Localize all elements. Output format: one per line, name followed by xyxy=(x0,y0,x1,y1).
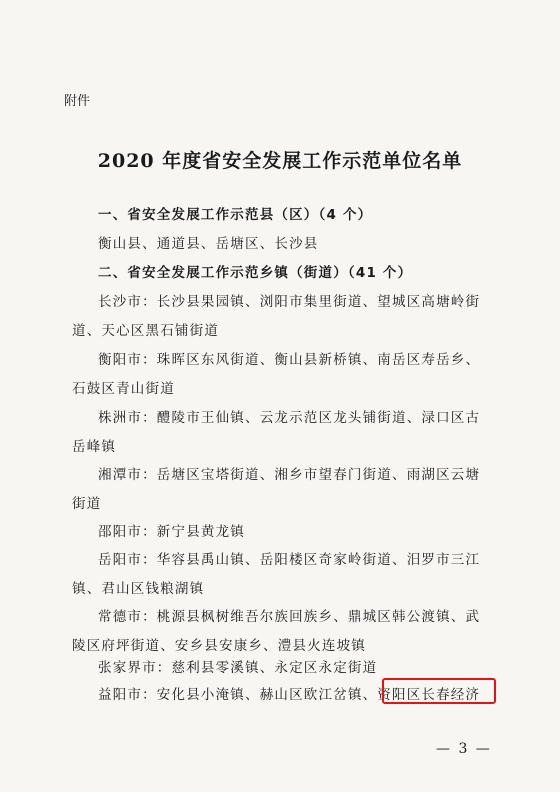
shaoyang-line-1: 邵阳市：新宁县黄龙镇 xyxy=(98,524,245,540)
attachment-label: 附件 xyxy=(64,94,91,109)
section-1-items: 衡山县、通道县、岳塘区、长沙县 xyxy=(98,236,319,252)
yueyang-line-1: 岳阳市：华容县禹山镇、岳阳楼区奇家岭街道、汨罗市三江 xyxy=(98,552,481,568)
changde-line-2: 陵区府坪街道、安乡县安康乡、澧县火连坡镇 xyxy=(72,638,366,654)
zhuzhou-line-2: 岳峰镇 xyxy=(72,439,117,455)
xiangtan-line-2: 街道 xyxy=(72,496,102,512)
section-1-heading: 一、省安全发展工作示范县（区）（4 个） xyxy=(98,207,373,223)
zhuzhou-line-1: 株洲市：醴陵市王仙镇、云龙示范区龙头铺街道、渌口区古 xyxy=(98,410,481,426)
page-number: — 3 — xyxy=(436,741,492,757)
section-2-heading: 二、省安全发展工作示范乡镇（街道）（41 个） xyxy=(98,265,413,281)
changde-line-1: 常德市：桃源县枫树维吾尔族回族乡、鼎城区韩公渡镇、武 xyxy=(98,609,481,625)
xiangtan-line-1: 湘潭市：岳塘区宝塔街道、湘乡市望春门街道、雨湖区云塘 xyxy=(98,467,481,483)
changsha-line-2: 道、天心区黑石铺街道 xyxy=(72,323,219,339)
yueyang-line-2: 镇、君山区钱粮湖镇 xyxy=(72,581,205,597)
zhangjiajie-line-1: 张家界市：慈利县零溪镇、永定区永定街道 xyxy=(98,660,378,676)
hengyang-line-2: 石鼓区青山街道 xyxy=(72,381,175,397)
highlight-box xyxy=(382,678,496,704)
hengyang-line-1: 衡阳市：珠晖区东风街道、衡山县新桥镇、南岳区寿岳乡、 xyxy=(98,352,481,368)
document-title: 2020 年度省安全发展工作示范单位名单 xyxy=(97,150,463,172)
changsha-line-1: 长沙市：长沙县果园镇、浏阳市集里街道、望城区高塘岭街 xyxy=(98,294,481,310)
yiyang-line-1: 益阳市：安化县小淹镇、赫山区欧江岔镇、资阳区长春经济 xyxy=(98,687,481,703)
